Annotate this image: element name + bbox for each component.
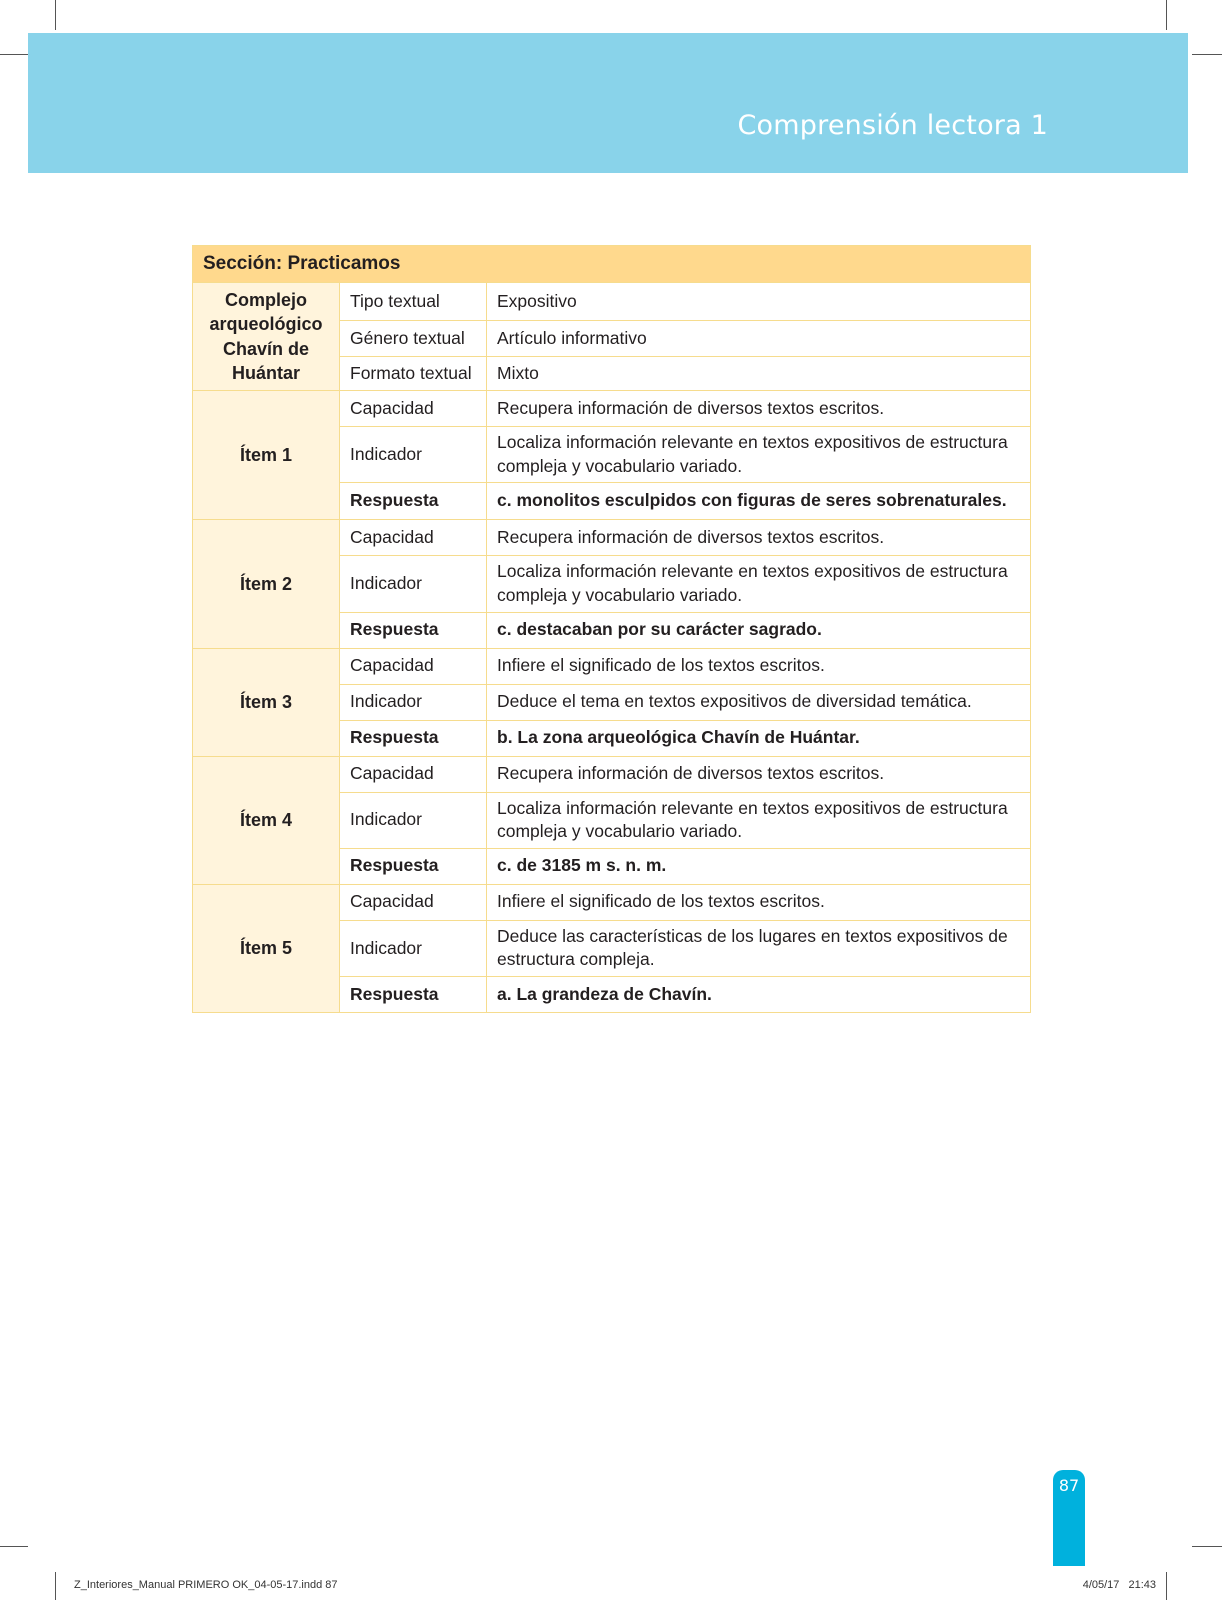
crop-mark bbox=[0, 54, 28, 55]
indicador-label: Indicador bbox=[340, 920, 487, 976]
row-value: Mixto bbox=[487, 357, 1031, 391]
respuesta-label: Respuesta bbox=[340, 720, 487, 756]
table-row bbox=[193, 756, 1031, 792]
page-number: 87 bbox=[1058, 1476, 1080, 1495]
item-name: Ítem 4 bbox=[193, 756, 340, 884]
capacidad-label: Capacidad bbox=[340, 648, 487, 684]
capacidad-value: Recupera información de diversos textos escritos. bbox=[487, 756, 1031, 792]
indicador-label: Indicador bbox=[340, 684, 487, 720]
indicador-value: Localiza información relevante en textos expositivos de estructura compleja y vocabulario variado. bbox=[487, 427, 1031, 483]
table-row bbox=[193, 884, 1031, 920]
indicador-label: Indicador bbox=[340, 427, 487, 483]
crop-mark bbox=[1192, 54, 1222, 55]
table-row bbox=[193, 648, 1031, 684]
crop-mark bbox=[1166, 1572, 1167, 1600]
footer-date: 4/05/17 21:43 bbox=[1082, 1579, 1156, 1591]
respuesta-label: Respuesta bbox=[340, 612, 487, 648]
item-name: Ítem 5 bbox=[193, 884, 340, 1012]
indicador-value: Localiza información relevante en textos expositivos de estructura compleja y vocabulario variado. bbox=[487, 556, 1031, 612]
section-title: Sección: Practicamos bbox=[193, 246, 1031, 283]
page-title: Comprensión lectora 1 bbox=[737, 110, 1048, 141]
capacidad-value: Recupera información de diversos textos escritos. bbox=[487, 391, 1031, 427]
capacidad-value: Infiere el significado de los textos escritos. bbox=[487, 648, 1031, 684]
section-header-row bbox=[193, 246, 1031, 283]
capacidad-label: Capacidad bbox=[340, 884, 487, 920]
footer-file-info: Z_Interiores_Manual PRIMERO OK_04-05-17.indd 87 bbox=[74, 1579, 338, 1591]
table-row bbox=[193, 520, 1031, 556]
row-value: Artículo informativo bbox=[487, 321, 1031, 357]
item-name: Ítem 3 bbox=[193, 648, 340, 756]
capacidad-label: Capacidad bbox=[340, 756, 487, 792]
respuesta-value: c. monolitos esculpidos con figuras de seres sobrenaturales. bbox=[487, 483, 1031, 520]
row-value: Expositivo bbox=[487, 283, 1031, 321]
row-label: Género textual bbox=[340, 321, 487, 357]
indicador-value: Deduce el tema en textos expositivos de diversidad temática. bbox=[487, 684, 1031, 720]
table-row bbox=[193, 391, 1031, 427]
intro-title: Complejo arqueológico Chavín de Huántar bbox=[193, 283, 340, 391]
row-label: Tipo textual bbox=[340, 283, 487, 321]
capacidad-value: Recupera información de diversos textos escritos. bbox=[487, 520, 1031, 556]
table-row bbox=[193, 283, 1031, 321]
respuesta-value: a. La grandeza de Chavín. bbox=[487, 977, 1031, 1013]
item-name: Ítem 1 bbox=[193, 391, 340, 520]
crop-mark bbox=[1166, 0, 1167, 30]
respuesta-label: Respuesta bbox=[340, 977, 487, 1013]
crop-mark bbox=[55, 0, 56, 30]
capacidad-label: Capacidad bbox=[340, 391, 487, 427]
indicador-label: Indicador bbox=[340, 792, 487, 848]
indicador-value: Deduce las características de los lugares en textos expositivos de estructura compleja. bbox=[487, 920, 1031, 976]
respuesta-label: Respuesta bbox=[340, 483, 487, 520]
crop-mark bbox=[1192, 1546, 1222, 1547]
respuesta-value: b. La zona arqueológica Chavín de Huántar. bbox=[487, 720, 1031, 756]
crop-mark bbox=[55, 1572, 56, 1600]
capacidad-label: Capacidad bbox=[340, 520, 487, 556]
practice-table bbox=[192, 245, 1031, 1013]
indicador-label: Indicador bbox=[340, 556, 487, 612]
respuesta-label: Respuesta bbox=[340, 848, 487, 884]
respuesta-value: c. de 3185 m s. n. m. bbox=[487, 848, 1031, 884]
crop-mark bbox=[0, 1546, 28, 1547]
capacidad-value: Infiere el significado de los textos escritos. bbox=[487, 884, 1031, 920]
header-band bbox=[28, 33, 1188, 173]
indicador-value: Localiza información relevante en textos expositivos de estructura compleja y vocabulario variado. bbox=[487, 792, 1031, 848]
item-name: Ítem 2 bbox=[193, 520, 340, 648]
respuesta-value: c. destacaban por su carácter sagrado. bbox=[487, 612, 1031, 648]
row-label: Formato textual bbox=[340, 357, 487, 391]
